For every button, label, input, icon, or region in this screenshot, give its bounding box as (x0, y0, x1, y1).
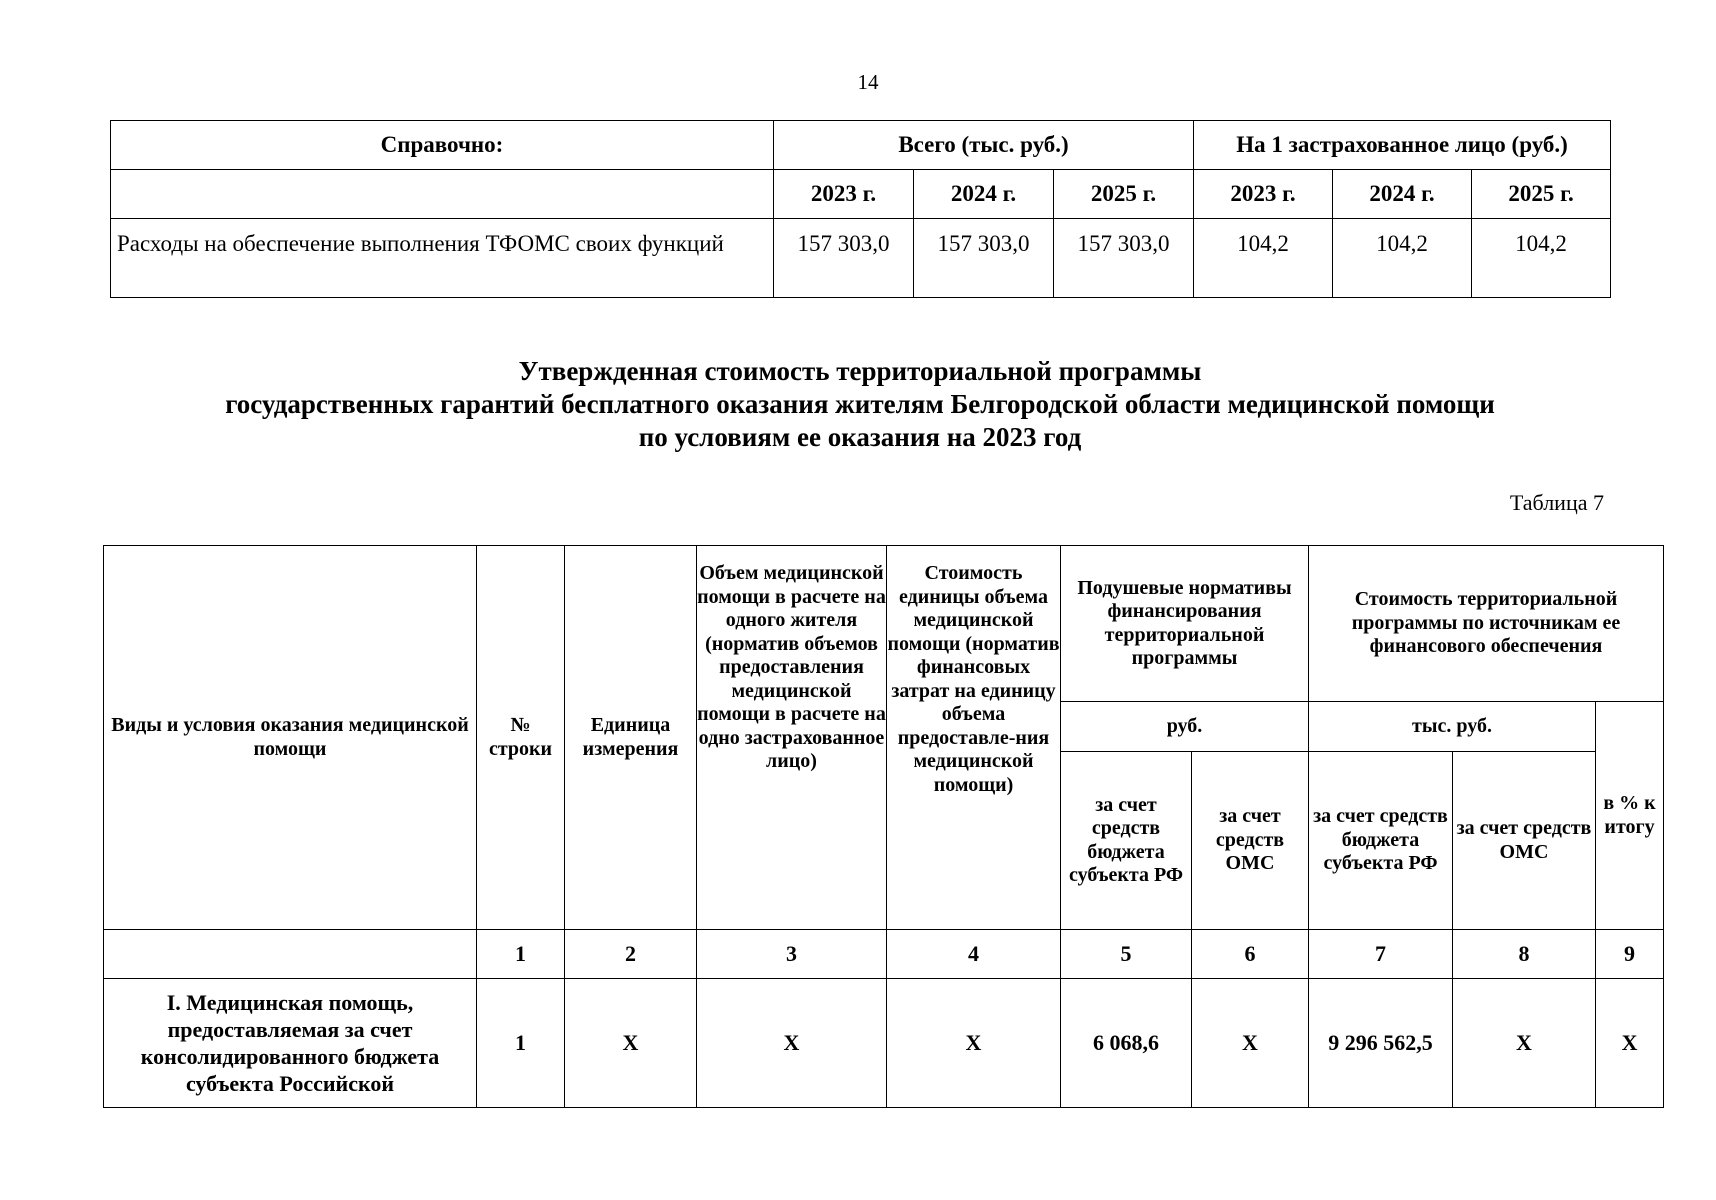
column-number: 3 (697, 930, 887, 979)
column-numbers-row (104, 930, 1664, 979)
budget-rub-header: за счет средств бюджета субъекта РФ (1061, 752, 1192, 930)
value-cell: 157 303,0 (774, 219, 914, 298)
table-row (104, 979, 1664, 1108)
year-header: 2025 г. (1472, 170, 1611, 219)
column-number: 6 (1192, 930, 1309, 979)
cost-header: Стоимость единицы объема медицинской помощи (норматив финансовых затрат на единицу объема предоставле-ния медицинской помощи) (887, 546, 1061, 930)
volume-cell: X (697, 979, 887, 1108)
document-title (120, 355, 1600, 454)
table-row (111, 219, 1611, 298)
value-cell: 157 303,0 (914, 219, 1054, 298)
column-number: 1 (477, 930, 565, 979)
year-header: 2023 г. (774, 170, 914, 219)
row-number-header: № строки (477, 546, 565, 930)
budget-rub-cell: 6 068,6 (1061, 979, 1192, 1108)
title-line: Утвержденная стоимость территориальной программы (518, 356, 1202, 386)
value-cell: 157 303,0 (1054, 219, 1194, 298)
column-number: 7 (1309, 930, 1453, 979)
year-header: 2024 г. (1333, 170, 1472, 219)
reference-table (110, 120, 1611, 298)
unit-header: Единица измерения (565, 546, 697, 930)
row-number-cell: 1 (477, 979, 565, 1108)
year-header: 2024 г. (914, 170, 1054, 219)
budget-thous-header: за счет средств бюджета субъекта РФ (1309, 752, 1453, 930)
empty-header-cell (111, 170, 774, 219)
empty-number-cell (104, 930, 477, 979)
per-capita-header: Подушевые нормативы финансирования территориальной программы (1061, 546, 1309, 702)
cost-table (103, 545, 1664, 1108)
row-label: Расходы на обеспечение выполнения ТФОМС своих функций (111, 219, 774, 298)
section-label: I. Медицинская помощь, предоставляемая за счет консолидированного бюджета субъекта Российской (104, 979, 477, 1108)
column-number: 8 (1453, 930, 1596, 979)
value-cell: 104,2 (1472, 219, 1611, 298)
volume-header: Объем медицинской помощи в расчете на одного жителя (норматив объемов предоставления медицинской помощи в расчете на одно застрахованное лицо) (697, 546, 887, 930)
table-label: Таблица 7 (1509, 490, 1604, 515)
column-number: 4 (887, 930, 1061, 979)
unit-cell: X (565, 979, 697, 1108)
cost-cell: X (887, 979, 1061, 1108)
per-person-header: На 1 застрахованное лицо (руб.) (1194, 121, 1611, 170)
rub-header: руб. (1061, 702, 1309, 752)
year-header: 2023 г. (1194, 170, 1333, 219)
column-number: 9 (1596, 930, 1664, 979)
column-number: 5 (1061, 930, 1192, 979)
title-line: государственных гарантий бесплатного оказания жителям Белгородской области медицинской помощи (225, 389, 1495, 419)
value-cell: 104,2 (1333, 219, 1472, 298)
column-number: 2 (565, 930, 697, 979)
oms-rub-header: за счет средств ОМС (1192, 752, 1309, 930)
year-header: 2025 г. (1054, 170, 1194, 219)
total-header: Всего (тыс. руб.) (774, 121, 1194, 170)
budget-thous-cell: 9 296 562,5 (1309, 979, 1453, 1108)
thous-rub-header: тыс. руб. (1309, 702, 1596, 752)
page-number: 14 (857, 70, 879, 94)
oms-thous-header: за счет средств ОМС (1453, 752, 1596, 930)
value-cell: 104,2 (1194, 219, 1333, 298)
oms-rub-cell: X (1192, 979, 1309, 1108)
percent-cell: X (1596, 979, 1664, 1108)
title-line: по условиям ее оказания на 2023 год (638, 422, 1082, 452)
percent-header: в % к итогу (1596, 702, 1664, 930)
reference-label: Справочно: (111, 121, 774, 170)
oms-thous-cell: X (1453, 979, 1596, 1108)
types-header: Виды и условия оказания медицинской помощи (104, 546, 477, 930)
program-cost-header: Стоимость территориальной программы по источникам ее финансового обеспечения (1309, 546, 1664, 702)
